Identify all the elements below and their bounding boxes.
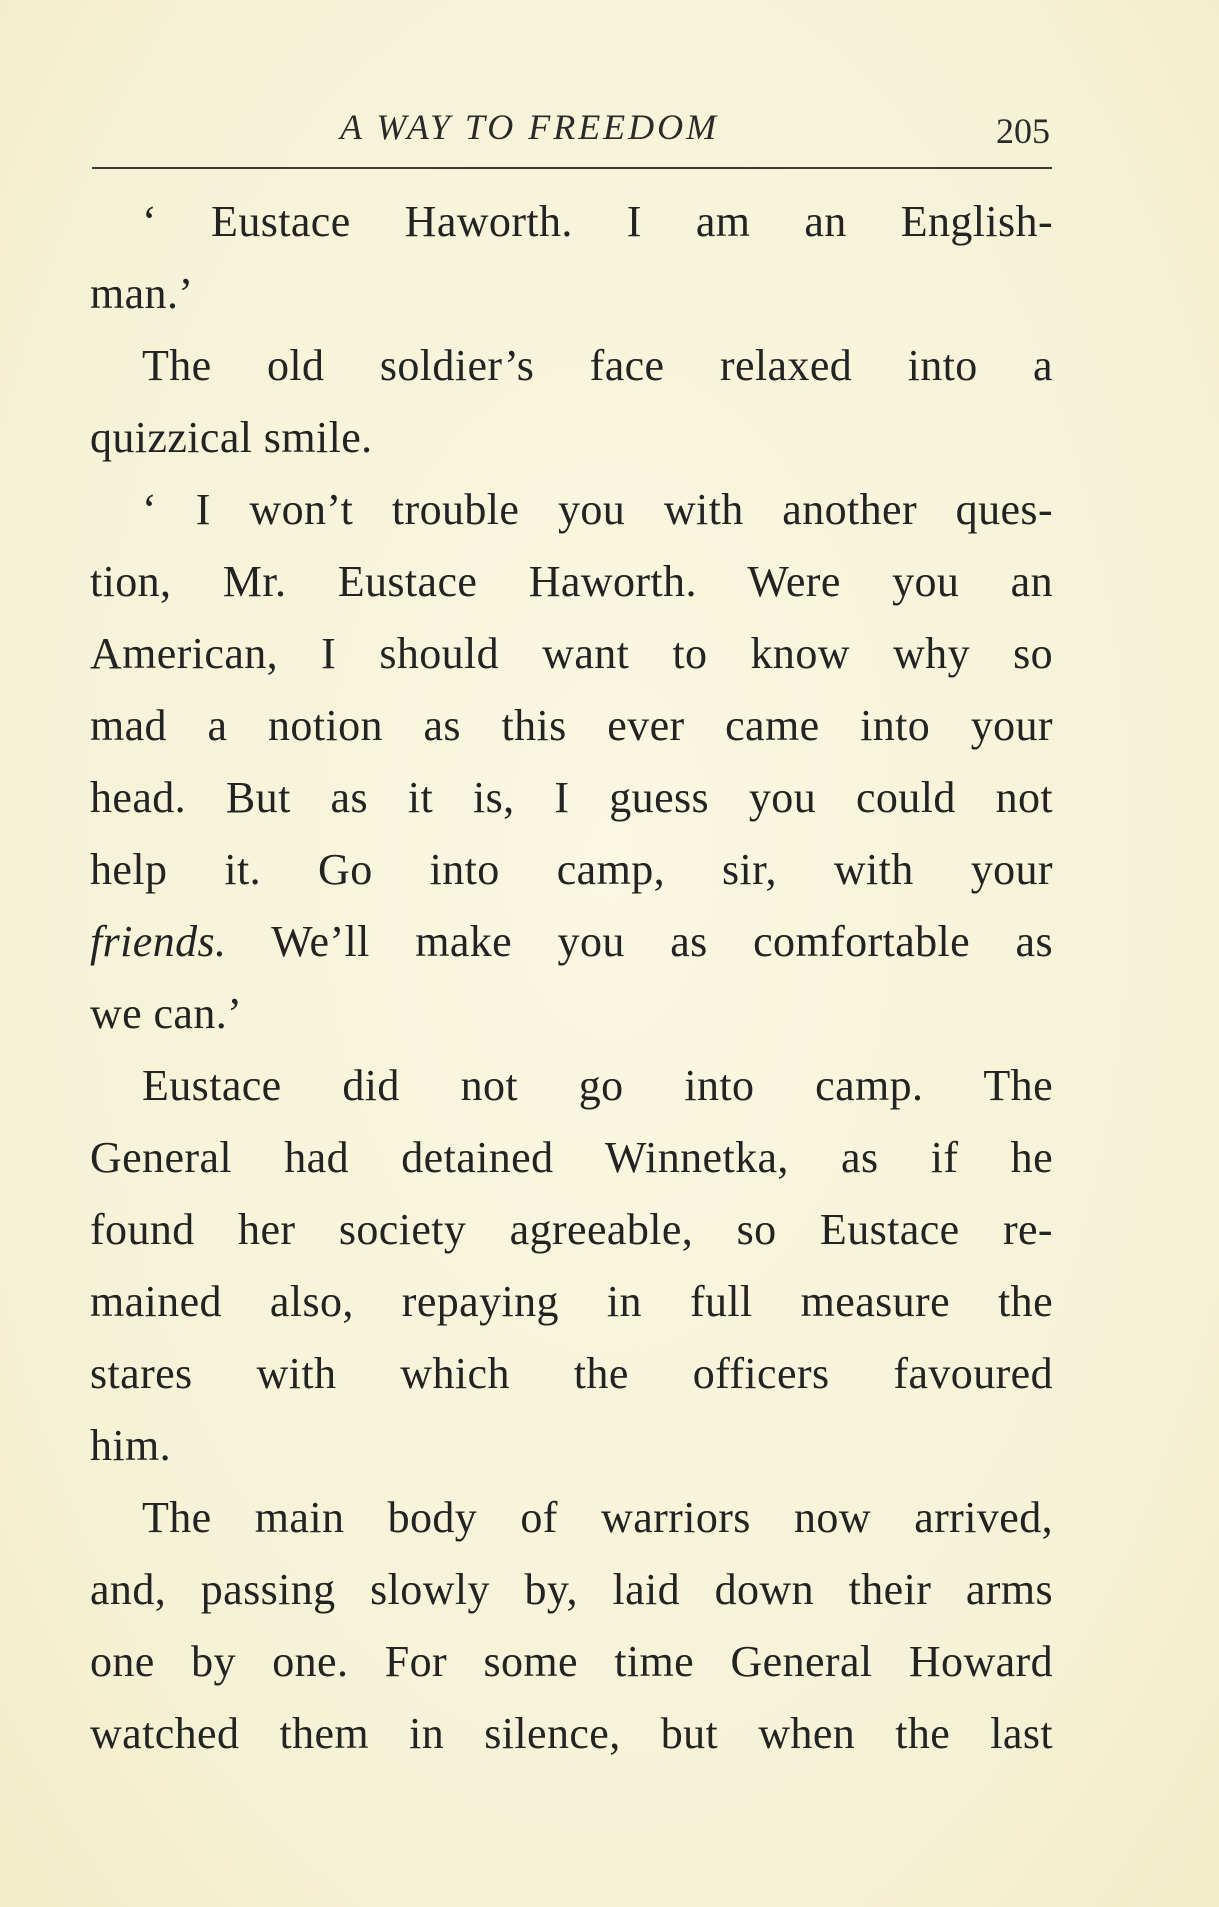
text-line — [90, 1122, 1053, 1194]
running-title: A WAY TO FREEDOM — [340, 107, 720, 147]
text-line — [90, 1482, 1053, 1554]
text-line — [90, 1554, 1053, 1626]
text-line — [90, 618, 1053, 690]
text-line-content — [90, 1194, 1053, 1266]
text-line-content — [90, 1266, 1053, 1338]
text-line — [90, 906, 1053, 978]
page-number: 205 — [996, 111, 1050, 151]
italic-word: friends. — [90, 917, 227, 966]
text-run: American, I should want to know why so — [90, 629, 1053, 678]
text-line — [90, 762, 1053, 834]
text-line-content — [90, 546, 1053, 618]
text-line-content — [90, 1554, 1053, 1626]
body-text — [90, 186, 1053, 1770]
text-line-content — [142, 186, 1053, 258]
text-line — [90, 474, 1053, 546]
text-line-content — [142, 474, 1053, 546]
text-run: General had detained Winnetka, as if he — [90, 1133, 1053, 1182]
text-line-content — [90, 1122, 1053, 1194]
text-line — [90, 1338, 1053, 1410]
text-line-content — [90, 906, 1053, 978]
text-run: stares with which the officers favoured — [90, 1349, 1053, 1398]
text-line-content — [142, 1050, 1053, 1122]
text-run: and, passing slowly by, laid down their arms — [90, 1565, 1053, 1614]
text-run: one by one. For some time General Howard — [90, 1637, 1053, 1686]
text-line — [90, 1626, 1053, 1698]
text-line-content — [90, 402, 1053, 474]
text-run: quizzical smile. — [90, 413, 373, 462]
text-line-content — [90, 1698, 1053, 1770]
text-run: mained also, repaying in full measure the — [90, 1277, 1053, 1326]
text-line — [90, 402, 1053, 474]
text-line — [90, 978, 1053, 1050]
text-line-content — [142, 330, 1053, 402]
text-line-content — [90, 258, 1053, 330]
text-run: help it. Go into camp, sir, with your — [90, 845, 1053, 894]
text-line — [90, 258, 1053, 330]
header-rule — [92, 167, 1052, 169]
text-run: found her society agreeable, so Eustace re- — [90, 1205, 1053, 1254]
text-run: him. — [90, 1421, 172, 1470]
text-run: ‘ Eustace Haworth. I am an English- — [142, 197, 1053, 246]
text-run: We’ll make you as comfortable as — [226, 917, 1053, 966]
running-head — [90, 98, 1060, 158]
text-run: we can.’ — [90, 989, 243, 1038]
text-run: Eustace did not go into camp. The — [142, 1061, 1053, 1110]
text-line — [90, 1410, 1053, 1482]
text-line — [90, 186, 1053, 258]
text-line — [90, 546, 1053, 618]
text-run: head. But as it is, I guess you could not — [90, 773, 1053, 822]
text-line — [90, 690, 1053, 762]
text-line — [90, 834, 1053, 906]
text-line-content — [90, 690, 1053, 762]
text-run: watched them in silence, but when the last — [90, 1709, 1053, 1758]
text-run: ‘ I won’t trouble you with another ques- — [142, 485, 1053, 534]
text-run: The main body of warriors now arrived, — [142, 1493, 1053, 1542]
text-line-content — [90, 762, 1053, 834]
text-line-content — [90, 834, 1053, 906]
text-run: man.’ — [90, 269, 194, 318]
text-run: tion, Mr. Eustace Haworth. Were you an — [90, 557, 1053, 606]
text-line-content — [90, 1338, 1053, 1410]
text-line-content — [90, 618, 1053, 690]
text-line — [90, 1266, 1053, 1338]
text-line — [90, 1050, 1053, 1122]
text-line-content — [90, 1410, 1053, 1482]
text-line — [90, 1698, 1053, 1770]
text-line-content — [142, 1482, 1053, 1554]
text-line-content — [90, 1626, 1053, 1698]
text-line — [90, 330, 1053, 402]
text-line — [90, 1194, 1053, 1266]
text-line-content — [90, 978, 1053, 1050]
text-run: mad a notion as this ever came into your — [90, 701, 1053, 750]
text-run: The old soldier’s face relaxed into a — [142, 341, 1053, 390]
